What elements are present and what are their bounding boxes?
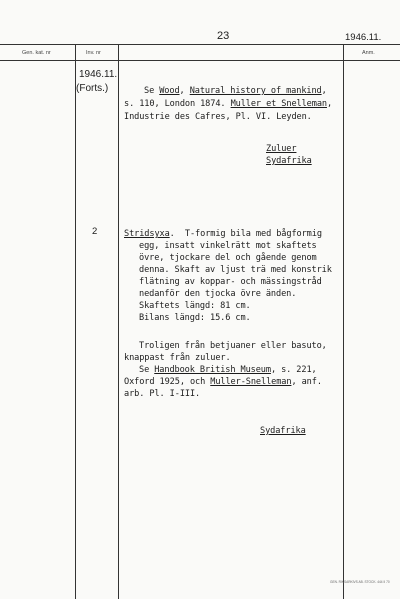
entry2-line5: flätning av koppar- och mässingstråd: [139, 277, 322, 287]
column-header-anm: Anm.: [362, 50, 375, 56]
entry2-line3: övre, tjockare del och gående genom: [139, 253, 317, 263]
entry2-note2: knappast från zuluer.: [124, 353, 231, 363]
footer-print-mark: GEN. RIKSARKIVS AB. STOCK. 444 II 70: [330, 580, 390, 584]
entry1-tag-region: Sydafrika: [266, 156, 312, 166]
column-divider-1: [75, 44, 76, 599]
column-divider-3: [343, 44, 344, 599]
entry2-line6: nedanför den tjocka övre änden.: [139, 289, 297, 299]
entry2-line7: Skaftets längd: 81 cm.: [139, 301, 251, 311]
entry2-reference-line3: arb. Pl. I-III.: [124, 389, 201, 399]
entry2-line1: Stridsyxa. T-formig bila med bågformig: [124, 229, 322, 239]
entry1-line1: Se Wood, Natural history of mankind,: [144, 86, 327, 96]
entry2-line8: Bilans längd: 15.6 cm.: [139, 313, 251, 323]
entry2-reference-line1: Se Handbook British Museum, s. 221,: [139, 365, 317, 375]
column-header-inv-nr: Inv. nr: [86, 50, 101, 56]
entry2-line4: denna. Skaft av ljust trä med konstrik: [139, 265, 332, 275]
entry1-tag-people: Zuluer: [266, 144, 297, 154]
entry1-inv-cont: (Forts.): [76, 83, 109, 94]
page-number: 23: [217, 30, 230, 42]
entry2-note1: Troligen från betjuaner eller basuto,: [139, 341, 327, 351]
column-header-gen-kat-nr: Gen. kat. nr: [22, 50, 51, 56]
column-divider-2: [118, 44, 119, 599]
entry1-line2: s. 110, London 1874. Muller et Snelleman,: [124, 99, 333, 109]
header-top-rule: [0, 44, 400, 45]
entry2-reference-line2: Oxford 1925, och Muller-Snelleman, anf.: [124, 377, 322, 387]
entry2-inv-nr: 2: [92, 226, 98, 237]
entry1-line3: Industrie des Cafres, Pl. VI. Leyden.: [124, 112, 312, 122]
entry1-inv-date: 1946.11.: [79, 69, 118, 80]
entry2-line2: egg, insatt vinkelrätt mot skaftets: [139, 241, 317, 251]
header-bottom-rule: [0, 60, 400, 61]
date-top: 1946.11.: [345, 32, 382, 43]
entry2-tag-region: Sydafrika: [260, 426, 306, 436]
